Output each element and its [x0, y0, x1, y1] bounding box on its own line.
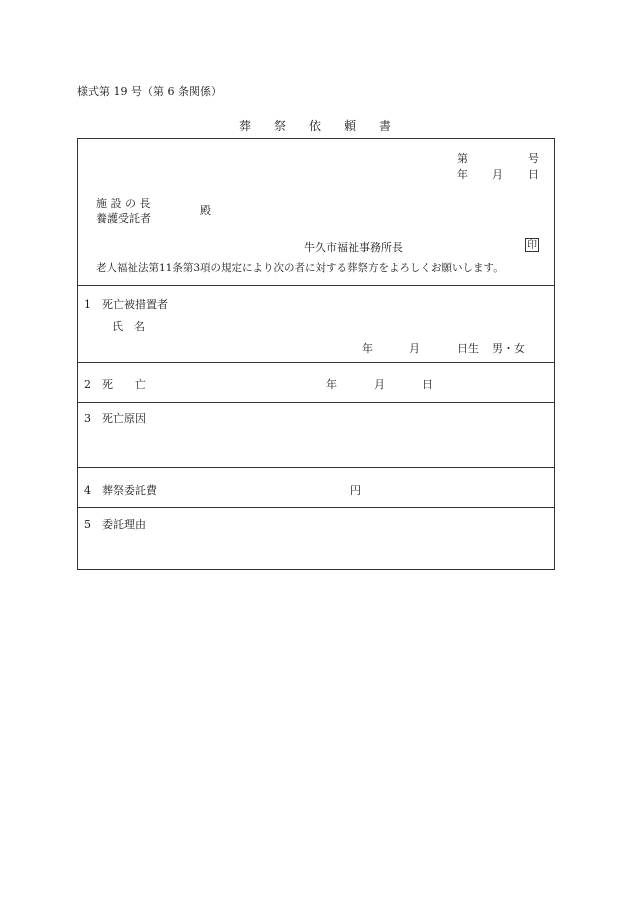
- form-number: 様式第 19 号（第 6 条関係）: [77, 85, 222, 98]
- request-text: 老人福祉法第11条第3項の規定により次の者に対する葬祭方をよろしくお願いします。: [96, 262, 504, 274]
- death-day-label: 日: [422, 378, 433, 391]
- divider: [78, 285, 554, 286]
- document-title: 葬祭依頼書: [238, 119, 414, 133]
- honorific: 殿: [200, 204, 211, 217]
- section-fee-label: 4 葬祭委託費: [84, 484, 157, 497]
- death-month-label: 月: [374, 378, 385, 391]
- addressee-facility-head: 施 設 の 長: [96, 197, 151, 210]
- birth-year-label: 年: [362, 342, 373, 355]
- birth-day-label: 日生: [457, 342, 479, 355]
- divider: [78, 402, 554, 403]
- sender-name: 牛久市福祉事務所長: [304, 241, 403, 254]
- section-reason-label: 5 委託理由: [84, 518, 146, 531]
- fee-unit: 円: [350, 484, 361, 497]
- section-cause-label: 3 死亡原因: [84, 412, 146, 425]
- date-day-label: 日: [528, 168, 539, 181]
- death-year-label: 年: [326, 378, 337, 391]
- form-table: [77, 138, 555, 570]
- birth-month-label: 月: [409, 342, 420, 355]
- name-label: 氏 名: [112, 320, 145, 333]
- date-month-label: 月: [492, 168, 503, 181]
- seal-mark: 印: [527, 240, 537, 251]
- section-deceased-label: 1 死亡被措置者: [84, 298, 168, 311]
- divider: [78, 467, 554, 468]
- divider: [78, 507, 554, 508]
- section-death-label: 2 死 亡: [84, 378, 146, 391]
- divider: [78, 362, 554, 363]
- date-year-label: 年: [457, 168, 468, 181]
- sex-label: 男・女: [492, 342, 525, 355]
- number-prefix: 第: [457, 152, 468, 165]
- addressee-care-trustee: 養護受託者: [96, 212, 151, 225]
- number-suffix: 号: [528, 152, 539, 165]
